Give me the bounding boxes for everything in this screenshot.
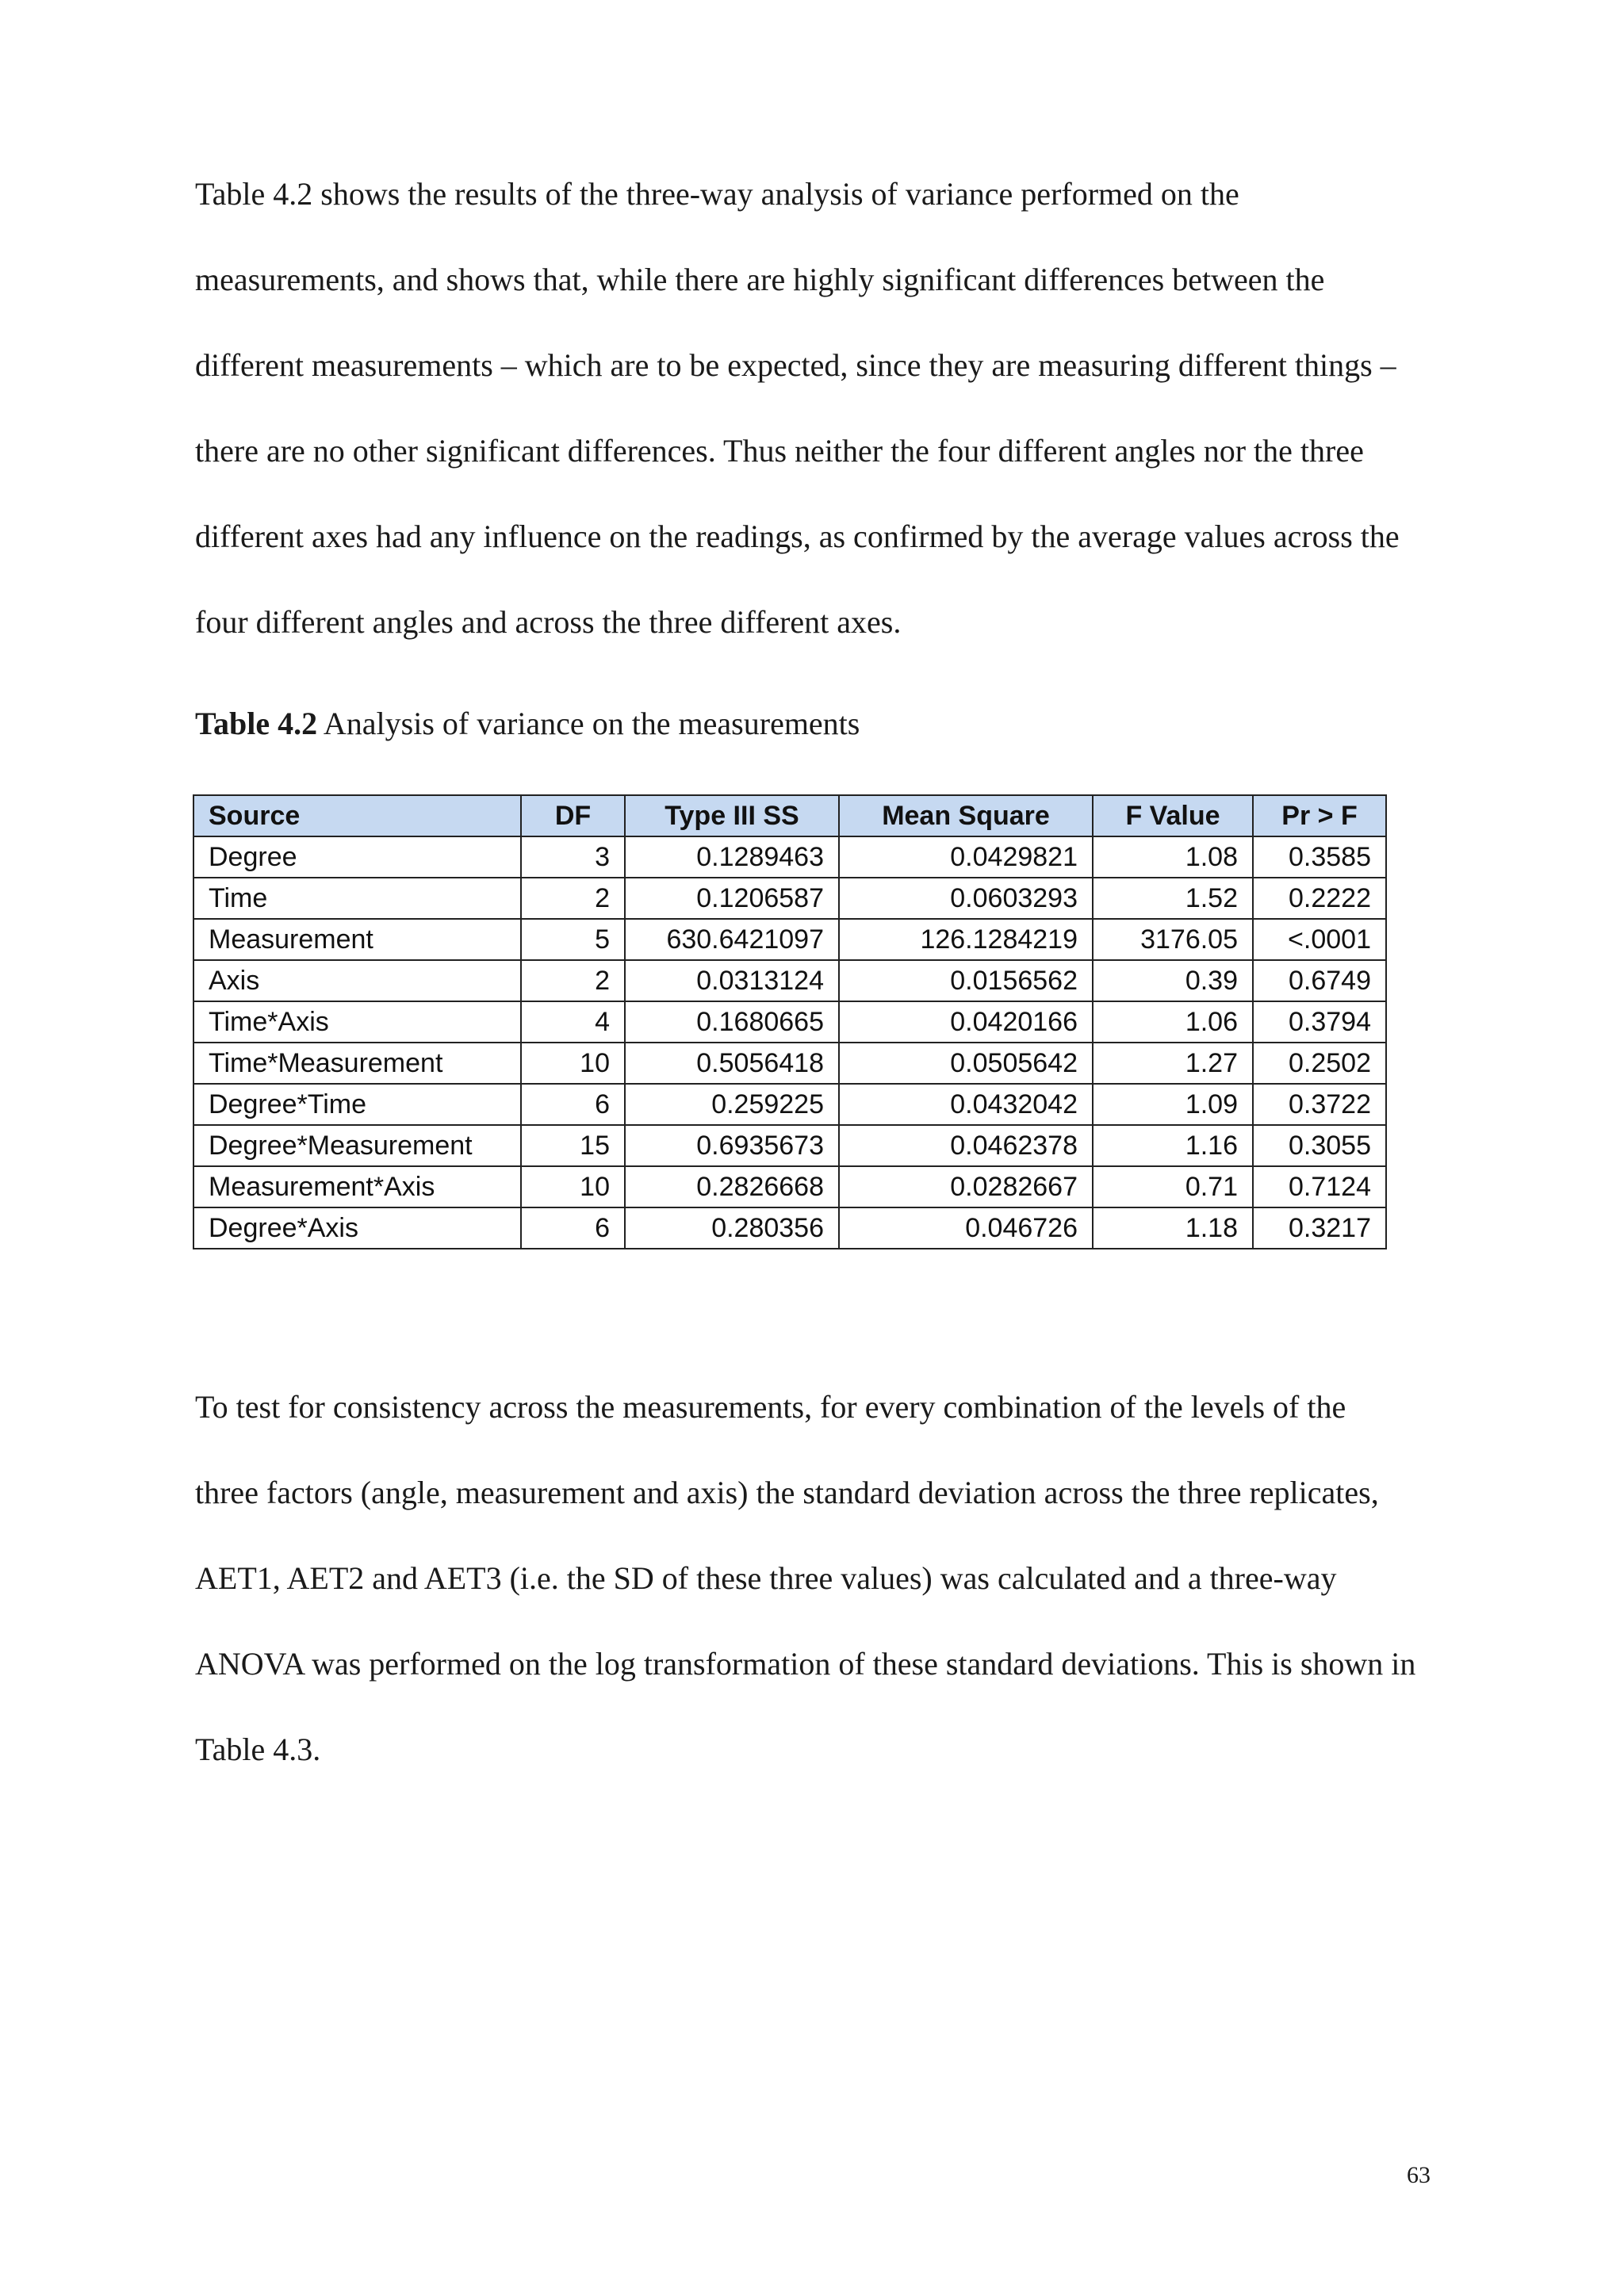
- mean-square-cell: 126.1284219: [839, 919, 1093, 960]
- f-value-cell: 1.52: [1093, 878, 1253, 919]
- df-cell: 6: [521, 1207, 625, 1249]
- table-row: [193, 1084, 1386, 1125]
- p-value-cell: 0.3722: [1253, 1084, 1386, 1125]
- page-number: 63: [1407, 2162, 1431, 2188]
- type-iii-ss-cell: 0.5056418: [625, 1043, 839, 1084]
- table-row: [193, 960, 1386, 1001]
- paragraph-line: different measurements – which are to be expected, since they are measuring different things –: [195, 347, 1396, 383]
- source-cell: Degree: [193, 836, 521, 878]
- table-row: [193, 1207, 1386, 1249]
- paragraph-line: measurements, and shows that, while there are highly significant differences between the: [195, 262, 1325, 297]
- column-header-f-value: F Value: [1093, 795, 1253, 836]
- source-cell: Measurement: [193, 919, 521, 960]
- table-header-row: [193, 795, 1386, 836]
- mean-square-cell: 0.0156562: [839, 960, 1093, 1001]
- table-caption-label: Table 4.2: [195, 706, 318, 741]
- df-cell: 2: [521, 878, 625, 919]
- type-iii-ss-cell: 0.259225: [625, 1084, 839, 1125]
- source-cell: Degree*Measurement: [193, 1125, 521, 1166]
- paragraph-line: four different angles and across the three different axes.: [195, 604, 902, 640]
- paragraph-consistency: [195, 1364, 1496, 1793]
- df-cell: 2: [521, 960, 625, 1001]
- p-value-cell: 0.3794: [1253, 1001, 1386, 1043]
- paragraph-line: AET1, AET2 and AET3 (i.e. the SD of these three values) was calculated and a three-way: [195, 1560, 1337, 1596]
- table-row: [193, 919, 1386, 960]
- df-cell: 4: [521, 1001, 625, 1043]
- p-value-cell: 0.2502: [1253, 1043, 1386, 1084]
- mean-square-cell: 0.0432042: [839, 1084, 1093, 1125]
- table-row: [193, 836, 1386, 878]
- mean-square-cell: 0.0505642: [839, 1043, 1093, 1084]
- column-header-p-value: Pr > F: [1253, 795, 1386, 836]
- source-cell: Measurement*Axis: [193, 1166, 521, 1207]
- table-caption: [195, 702, 860, 746]
- anova-table: [193, 794, 1387, 1249]
- type-iii-ss-cell: 630.6421097: [625, 919, 839, 960]
- type-iii-ss-cell: 0.280356: [625, 1207, 839, 1249]
- table-row: [193, 878, 1386, 919]
- table-caption-text: Analysis of variance on the measurements: [317, 706, 860, 741]
- p-value-cell: 0.3055: [1253, 1125, 1386, 1166]
- mean-square-cell: 0.0462378: [839, 1125, 1093, 1166]
- table-row: [193, 1125, 1386, 1166]
- type-iii-ss-cell: 0.1680665: [625, 1001, 839, 1043]
- type-iii-ss-cell: 0.6935673: [625, 1125, 839, 1166]
- p-value-cell: 0.6749: [1253, 960, 1386, 1001]
- type-iii-ss-cell: 0.0313124: [625, 960, 839, 1001]
- df-cell: 10: [521, 1166, 625, 1207]
- df-cell: 5: [521, 919, 625, 960]
- type-iii-ss-cell: 0.2826668: [625, 1166, 839, 1207]
- p-value-cell: 0.2222: [1253, 878, 1386, 919]
- source-cell: Time*Axis: [193, 1001, 521, 1043]
- type-iii-ss-cell: 0.1289463: [625, 836, 839, 878]
- paragraph-line: three factors (angle, measurement and axis) the standard deviation across the three replicates,: [195, 1475, 1379, 1510]
- df-cell: 10: [521, 1043, 625, 1084]
- column-header-type-iii-ss: Type III SS: [625, 795, 839, 836]
- df-cell: 6: [521, 1084, 625, 1125]
- type-iii-ss-cell: 0.1206587: [625, 878, 839, 919]
- f-value-cell: 3176.05: [1093, 919, 1253, 960]
- paragraph-line: different axes had any influence on the readings, as confirmed by the average values across the: [195, 519, 1400, 554]
- paragraph-line: Table 4.2 shows the results of the three-way analysis of variance performed on the: [195, 176, 1239, 212]
- source-cell: Time: [193, 878, 521, 919]
- source-cell: Time*Measurement: [193, 1043, 521, 1084]
- source-cell: Degree*Axis: [193, 1207, 521, 1249]
- p-value-cell: 0.3217: [1253, 1207, 1386, 1249]
- f-value-cell: 1.09: [1093, 1084, 1253, 1125]
- mean-square-cell: 0.0603293: [839, 878, 1093, 919]
- column-header-source: Source: [193, 795, 521, 836]
- f-value-cell: 1.18: [1093, 1207, 1253, 1249]
- mean-square-cell: 0.046726: [839, 1207, 1093, 1249]
- table-row: [193, 1001, 1386, 1043]
- table-row: [193, 1043, 1386, 1084]
- p-value-cell: 0.3585: [1253, 836, 1386, 878]
- f-value-cell: 0.71: [1093, 1166, 1253, 1207]
- paragraph-intro: [195, 151, 1496, 665]
- f-value-cell: 0.39: [1093, 960, 1253, 1001]
- table-row: [193, 1166, 1386, 1207]
- df-cell: 15: [521, 1125, 625, 1166]
- paragraph-line: there are no other significant differences. Thus neither the four different angles nor the three: [195, 433, 1364, 469]
- mean-square-cell: 0.0429821: [839, 836, 1093, 878]
- paragraph-line: ANOVA was performed on the log transformation of these standard deviations. This is shown in: [195, 1646, 1416, 1682]
- p-value-cell: <.0001: [1253, 919, 1386, 960]
- df-cell: 3: [521, 836, 625, 878]
- f-value-cell: 1.16: [1093, 1125, 1253, 1166]
- paragraph-line: To test for consistency across the measurements, for every combination of the levels of the: [195, 1389, 1346, 1425]
- paragraph-line: Table 4.3.: [195, 1732, 321, 1767]
- f-value-cell: 1.08: [1093, 836, 1253, 878]
- f-value-cell: 1.06: [1093, 1001, 1253, 1043]
- source-cell: Axis: [193, 960, 521, 1001]
- column-header-mean-square: Mean Square: [839, 795, 1093, 836]
- mean-square-cell: 0.0282667: [839, 1166, 1093, 1207]
- source-cell: Degree*Time: [193, 1084, 521, 1125]
- column-header-df: DF: [521, 795, 625, 836]
- p-value-cell: 0.7124: [1253, 1166, 1386, 1207]
- mean-square-cell: 0.0420166: [839, 1001, 1093, 1043]
- f-value-cell: 1.27: [1093, 1043, 1253, 1084]
